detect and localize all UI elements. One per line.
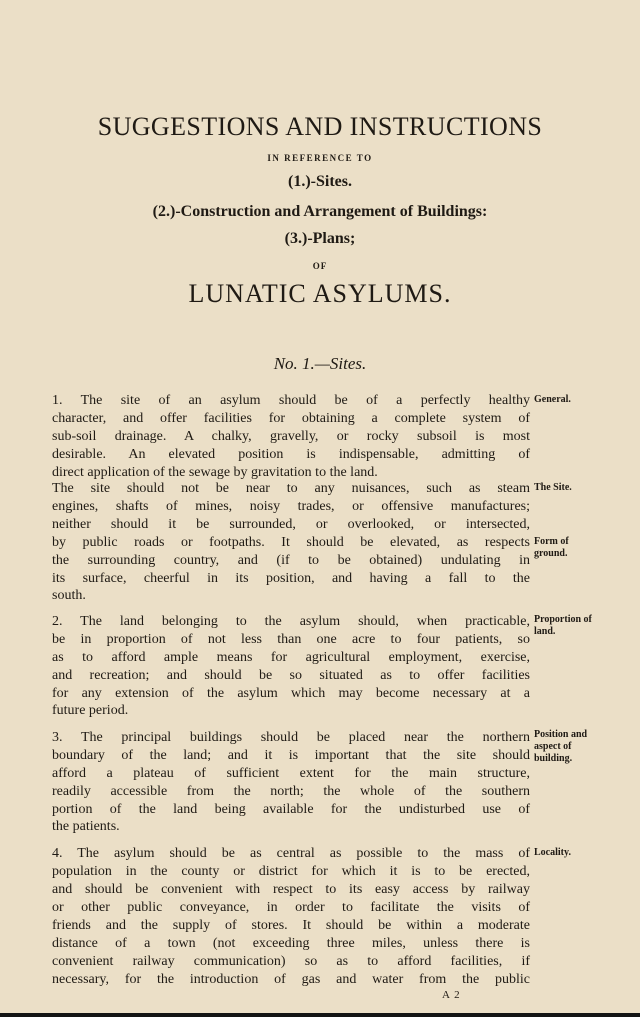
page-bottom-edge: [0, 1013, 640, 1017]
or-label: OF: [312, 261, 328, 271]
paragraph-2-line: for any extension of the asylum which may become necessary at a: [52, 686, 530, 701]
paragraph-1-line: 1. The site of an asylum should be of a perfectly healthy: [52, 393, 530, 408]
paragraph-4-line: friends and the supply of stores. It should be within a moderate: [52, 918, 530, 933]
margin-note-proportion-of: Proportion of: [534, 614, 592, 625]
paragraph-4-line: and should be convenient with respect to its easy access by railway: [52, 882, 530, 897]
paragraph-2-line: and recreation; and should be so situated as to offer facilities: [52, 668, 530, 683]
margin-note-building: building.: [534, 753, 573, 764]
section-heading: No. 1.—Sites.: [273, 354, 367, 373]
paragraph-1b-line: engines, shafts of mines, noisy trades, or offensive manufactures;: [52, 499, 530, 514]
margin-note-position-and: Position and: [534, 729, 588, 740]
paragraph-2-line: future period.: [52, 703, 129, 718]
margin-note-the-site: The Site.: [534, 482, 572, 493]
heading-item-construction: (2.)-Construction and Arrangement of Buildings:: [152, 203, 488, 220]
paragraph-1b-line: its surface, cheerful in its position, and having a fall to the: [52, 571, 530, 586]
margin-note-ground: ground.: [534, 548, 568, 559]
paragraph-1b-line: south.: [52, 588, 86, 603]
heading-item-sites: (1.)-Sites.: [288, 173, 352, 190]
paragraph-1-line: sub-soil drainage. A chalky, gravelly, or rocky subsoil is most: [52, 429, 530, 444]
paragraph-4-line: necessary, for the introduction of gas and water from the public: [52, 972, 530, 987]
signature-mark: A 2: [442, 989, 461, 1001]
paragraph-1-line: desirable. An elevated position is indispensable, admitting of: [52, 447, 530, 462]
paragraph-3-line: the patients.: [52, 819, 120, 834]
paragraph-1b-line: by public roads or footpaths. It should be elevated, as respects: [52, 535, 530, 550]
paragraph-1-line: direct application of the sewage by gravitation to the land.: [52, 465, 378, 480]
margin-note-land: land.: [534, 626, 556, 637]
margin-note-general: General.: [534, 394, 571, 405]
subject-title: LUNATIC ASYLUMS.: [188, 279, 452, 308]
page-title: SUGGESTIONS AND INSTRUCTIONS: [97, 112, 543, 141]
paragraph-3-line: 3. The principal buildings should be placed near the northern: [52, 730, 530, 745]
margin-note-locality: Locality.: [534, 847, 571, 858]
paragraph-3-line: portion of the land being available for the undisturbed use of: [52, 802, 530, 817]
paragraph-3-line: boundary of the land; and it is important that the site should: [52, 748, 530, 763]
paragraph-4-line: convenient railway communication) so as to afford facilities, if: [52, 954, 530, 969]
paragraph-4-line: or other public conveyance, in order to facilitate the visits of: [52, 900, 530, 915]
in-reference-label: IN REFERENCE TO: [267, 153, 373, 163]
paragraph-4-line: distance of a town (not exceeding three miles, unless there is: [52, 936, 530, 951]
paragraph-4-line: 4. The asylum should be as central as possible to the mass of: [52, 846, 530, 861]
paragraph-1b-line: the surrounding country, and (if to be obtained) undulating in: [52, 553, 530, 568]
paragraph-3-line: readily accessible from the north; the whole of the southern: [52, 784, 530, 799]
margin-note-aspect-of: aspect of: [534, 741, 572, 752]
paragraph-2-line: 2. The land belonging to the asylum should, when practicable,: [52, 614, 530, 629]
paragraph-2-line: be in proportion of not less than one acre to four patients, so: [52, 632, 530, 647]
paragraph-1-line: character, and offer facilities for obtaining a complete system of: [52, 411, 530, 426]
paragraph-1b-line: The site should not be near to any nuisances, such as steam: [52, 481, 530, 496]
paragraph-2-line: as to afford ample means for agricultural employment, exercise,: [52, 650, 530, 665]
heading-item-plans: (3.)-Plans;: [284, 230, 356, 247]
paragraph-4-line: population in the county or district for which it is to be erected,: [52, 864, 530, 879]
paragraph-1b-line: neither should it be surrounded, or overlooked, or intersected,: [52, 517, 530, 532]
margin-note-form-of: Form of: [534, 536, 569, 547]
paragraph-3-line: afford a plateau of sufficient extent for the main structure,: [52, 766, 530, 781]
